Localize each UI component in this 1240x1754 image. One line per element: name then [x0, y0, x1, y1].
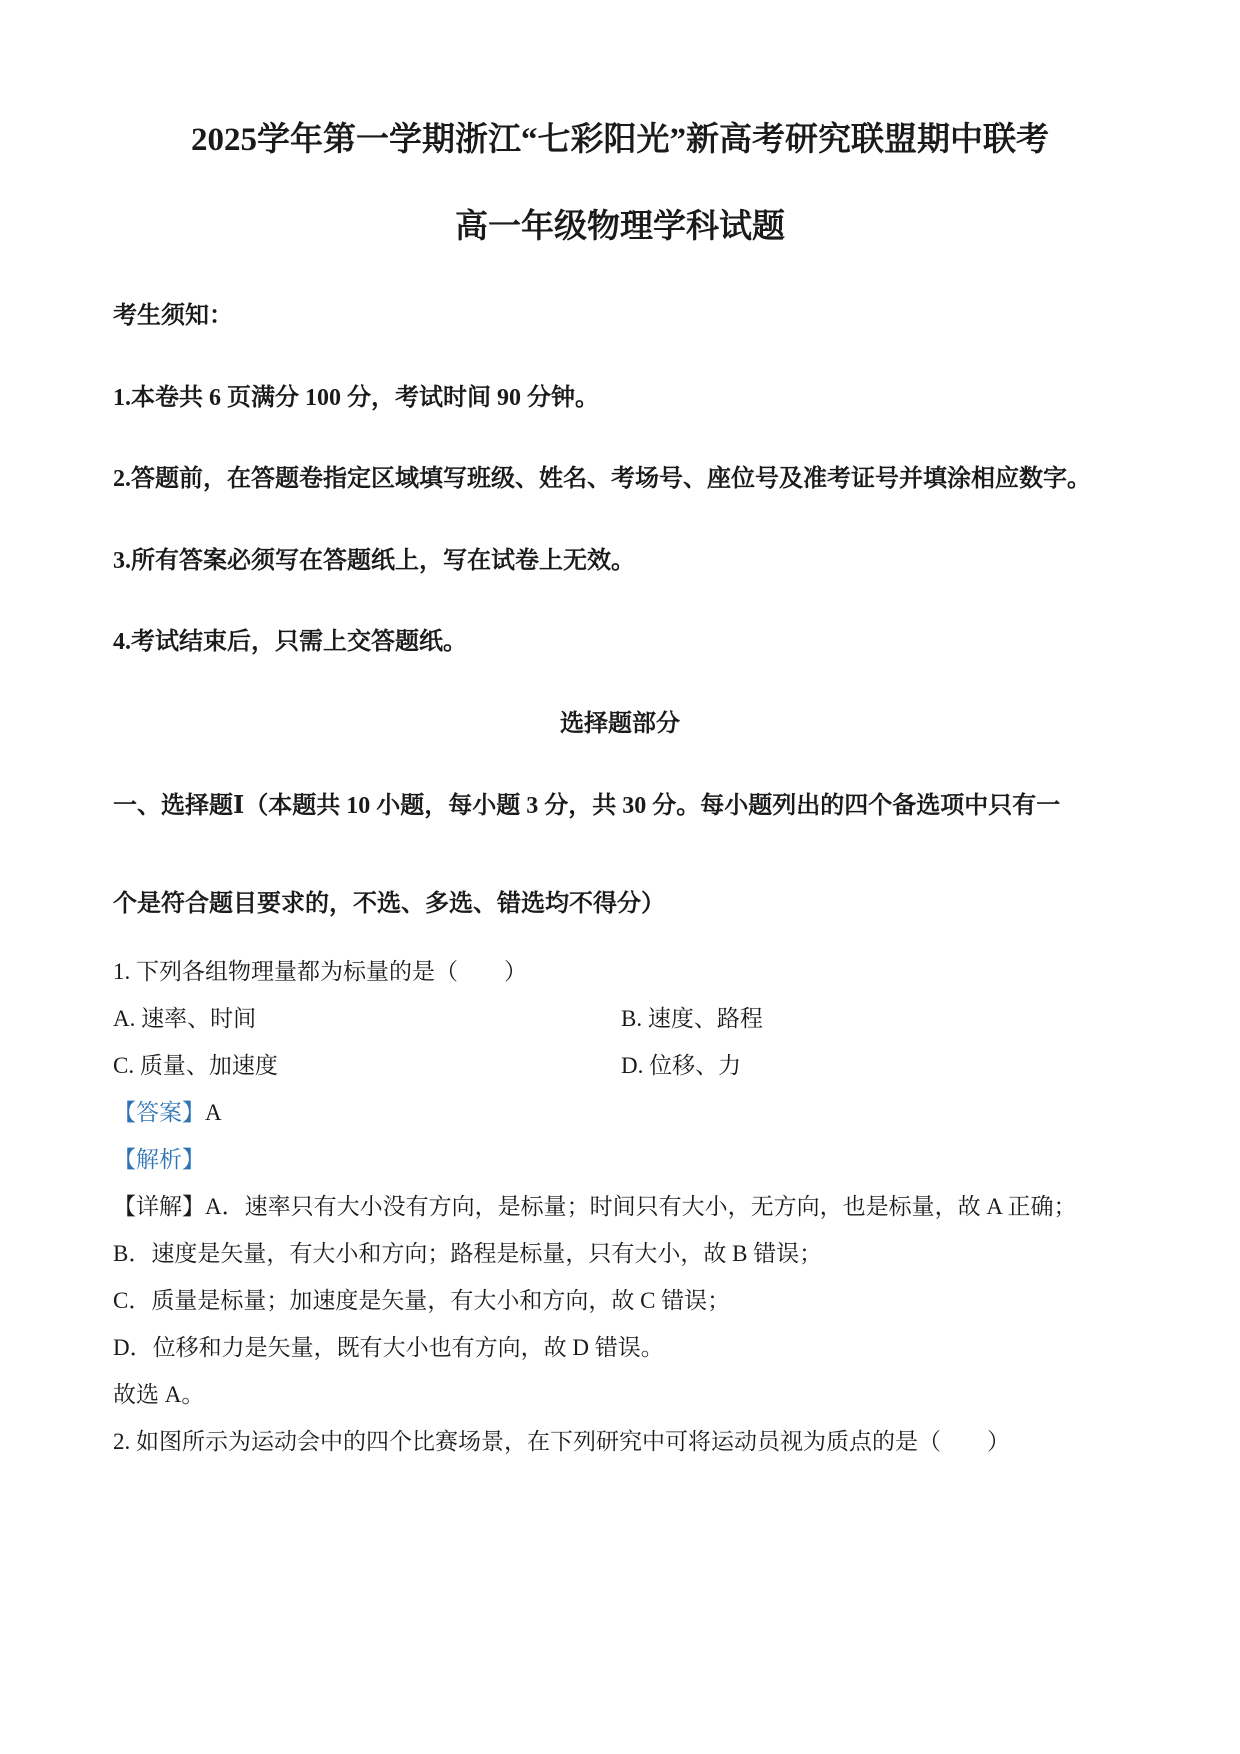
- question-1-option-a: A. 速率、时间: [113, 1006, 257, 1031]
- notice-item-4: 4.考试结束后，只需上交答题纸。: [113, 629, 467, 655]
- notice-item-3: 3.所有答案必须写在答题纸上，写在试卷上无效。: [113, 548, 635, 574]
- question-1-stem: 1. 下列各组物理量都为标量的是（ ）: [113, 959, 527, 984]
- question-1-option-b: B. 速度、路程: [621, 1006, 763, 1031]
- notice-heading: 考生须知：: [113, 303, 233, 329]
- notice-item-1: 1.本卷共 6 页满分 100 分，考试时间 90 分钟。: [113, 385, 599, 411]
- exam-subtitle: 高一年级物理学科试题: [455, 209, 785, 245]
- notice-item-2: 2.答题前，在答题卷指定区域填写班级、姓名、考场号、座位号及准考证号并填涂相应数字。: [113, 466, 1091, 492]
- detail-text-a: A．速率只有大小没有方向，是标量；时间只有大小，无方向，也是标量，故 A 正确；: [205, 1194, 1077, 1219]
- detail-line-2: B．速度是矢量，有大小和方向；路程是标量，只有大小，故 B 错误；: [113, 1241, 823, 1266]
- detail-conclusion: 故选 A。: [113, 1382, 205, 1407]
- section-title: 选择题部分: [560, 711, 680, 737]
- exam-title: 2025学年第一学期浙江“七彩阳光”新高考研究联盟期中联考: [191, 122, 1049, 158]
- section-instruction-line1: 一、选择题Ⅰ（本题共 10 小题，每小题 3 分，共 30 分。每小题列出的四个备选项中只有一: [113, 793, 1061, 819]
- section-instruction-line2: 个是符合题目要求的，不选、多选、错选均不得分）: [113, 891, 665, 917]
- answer-label: 【答案】: [113, 1100, 205, 1125]
- question-1-option-c: C. 质量、加速度: [113, 1053, 278, 1078]
- detail-line-1: [113, 1188, 1076, 1221]
- question-1-option-d: D. 位移、力: [621, 1053, 742, 1078]
- analysis-label: 【解析】: [113, 1147, 205, 1172]
- answer-value: A: [205, 1100, 222, 1125]
- question-1-answer: [113, 1094, 222, 1127]
- detail-line-3: C．质量是标量；加速度是矢量，有大小和方向，故 C 错误；: [113, 1288, 731, 1313]
- question-2-stem: 2. 如图所示为运动会中的四个比赛场景，在下列研究中可将运动员视为质点的是（ ）: [113, 1429, 1010, 1454]
- detail-label: 【详解】: [113, 1194, 205, 1219]
- detail-line-4: D．位移和力是矢量，既有大小也有方向，故 D 错误。: [113, 1335, 664, 1360]
